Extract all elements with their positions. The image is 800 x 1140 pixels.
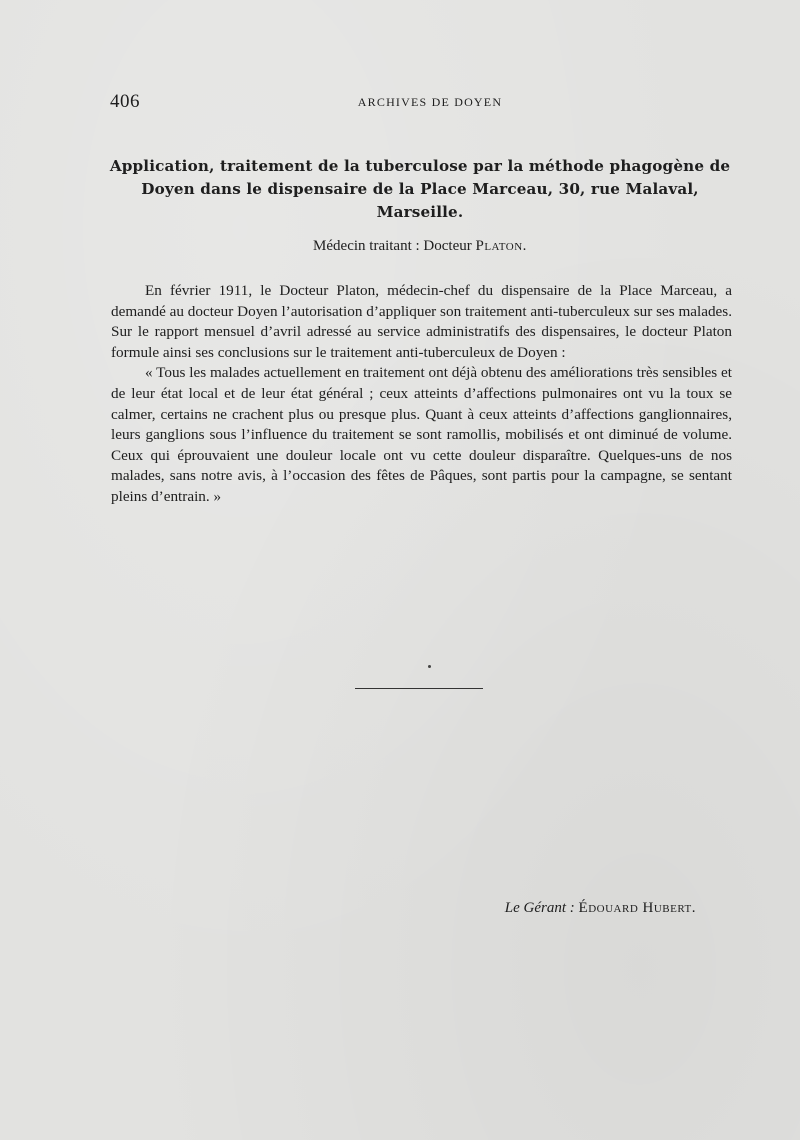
ornament-dot bbox=[428, 665, 431, 668]
page-number: 406 bbox=[110, 91, 140, 112]
article-body bbox=[111, 281, 732, 508]
body-paragraph: En février 1911, le Docteur Platon, médecin-chef du dispensaire de la Place Marceau, a demandé au docteur Doyen l’autorisation d’appliquer son traitement anti-tuberculeux sur ses malades. Sur le rapport mensuel d’avril adressé au service administratifs des dispensaires, le docteur Platon formule ainsi ses conclusions sur le traitement anti-tuberculeux de Doyen : bbox=[111, 282, 732, 361]
attending-physician-label: Médecin traitant : Docteur bbox=[313, 238, 472, 254]
signature-name: Édouard Hubert. bbox=[578, 900, 696, 916]
attending-physician bbox=[200, 238, 640, 255]
running-head: ARCHIVES DE DOYEN bbox=[357, 95, 503, 109]
signature bbox=[420, 900, 696, 917]
attending-physician-name: Platon. bbox=[475, 238, 527, 254]
body-paragraph-quote: « Tous les malades actuellement en traitement ont déjà obtenu des améliorations très sensibles et de leur état local et de leur état général ; ceux atteints d’affections pulmonaires ont vu la toux se calmer, certains ne crachent plus ou presque plus. Quant à ceux atteints d’affections ganglionnaires, leurs ganglions sous l’influence du traitement se sont ramollis, mobilisés et ont diminué de volume. Ceux qui éprouvaient une douleur locale ont vu cette douleur disparaître. Quelques-uns de nos malades, sans notre avis, à l’occasion des fêtes de Pâques, sont partis pour la campagne, se sentant pleins d’entrain. » bbox=[111, 364, 732, 505]
article-title: Application, traitement de la tuberculose par la méthode phagogène de Doyen dans le dispensaire de la Place Marceau, 30, rue Malaval, Marseille. bbox=[109, 157, 731, 221]
signature-role: Le Gérant : bbox=[504, 900, 575, 916]
section-divider bbox=[355, 688, 483, 689]
